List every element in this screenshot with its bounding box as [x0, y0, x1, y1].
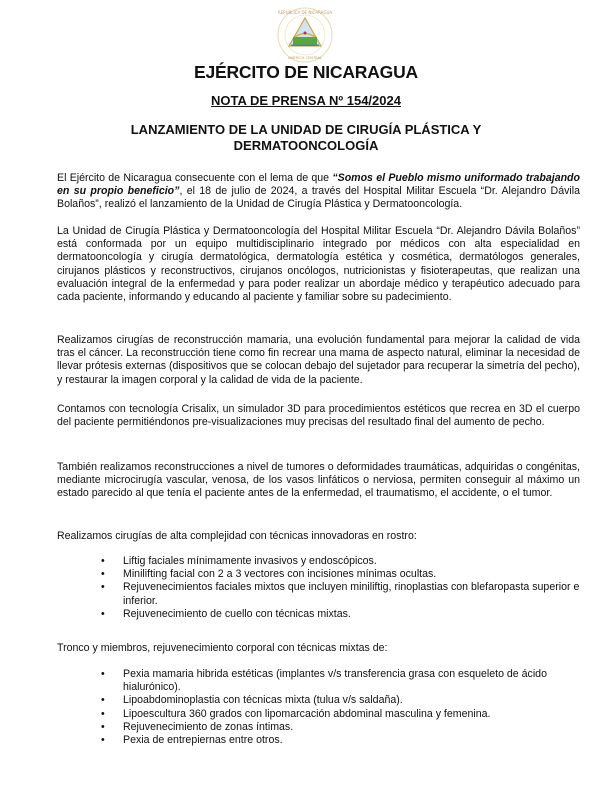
- paragraph-reconstructions: También realizamos reconstrucciones a nivel de tumores o deformidades traumáticas, adquiridas o congénitas, mediante microcirugía vascular, venosa, de los vasos linfáticos o nerviosa, permiten conseguir al máximo un estado parecido al que tenía el paciente antes de la enfermedad, el traumatismo, el accidente, o el tumor.: [57, 461, 580, 500]
- emblem-icon: [271, 6, 339, 64]
- list-item: • Rejuvenecimiento de zonas íntimas.: [123, 721, 603, 734]
- paragraph-intro: [57, 172, 580, 212]
- list-item: • Liftig faciales mínimamente invasivos y endoscópicos.: [123, 555, 603, 568]
- intro-text-start: El Ejército de Nicaragua consecuente con el lema de que: [57, 172, 333, 184]
- paragraph-face-intro: Realizamos cirugías de alta complejidad con técnicas innovadoras en rostro:: [57, 530, 417, 542]
- svg-text:AMERICA CENTRAL: AMERICA CENTRAL: [288, 56, 322, 60]
- list-item: • Lipoescultura 360 grados con lipomarcación abdominal masculina y femenina.: [123, 708, 603, 721]
- list-item: • Rejuvenecimiento de cuello con técnicas mixtas.: [123, 608, 603, 621]
- organization-title: EJÉRCITO DE NICARAGUA: [194, 62, 418, 82]
- motto: “Somos el Pueblo mismo uniformado trabajando en su propio beneficio”: [57, 172, 580, 198]
- list-item: • Minilifting facial con 2 a 3 vectores con incisiones mínimas ocultas.: [123, 568, 603, 581]
- list-item: • Rejuvenecimientos faciales mixtos que incluyen miniliftig, rinoplastias con blefaropasta superior e inferior.: [123, 581, 603, 607]
- face-procedures-list: [100, 555, 603, 621]
- paragraph-body-intro: Tronco y miembros, rejuvenecimiento corporal con técnicas mixtas de:: [57, 642, 388, 654]
- intro-text-end: , el 18 de julio de 2024, a través del Hospital Militar Escuela “Dr. Alejandro Dávila Bolaños”, realizó el lanzamiento de la Unidad de Cirugía Plástica y Dermatooncología.: [57, 185, 580, 211]
- svg-text:REPUBLICA DE NICARAGUA: REPUBLICA DE NICARAGUA: [277, 10, 333, 15]
- paragraph-breast-reconstruction: Realizamos cirugías de reconstrucción mamaria, una evolución fundamental para mejorar la calidad de vida tras el cáncer. La reconstrucción tiene como fin recrear una mama de aspecto natural, eliminar la necesidad de llevar prótesis externas (dispositivos que se colocan debajo del sujetador para recuperar la simetría del pecho), y restaurar la imagen corporal y la calidad de vida de la paciente.: [57, 334, 580, 386]
- body-procedures-list: [100, 668, 603, 747]
- paragraph-crisalix: Contamos con tecnología Crisalix, un simulador 3D para procedimientos estéticos que recrea en 3D el cuerpo del paciente permitiéndonos pre-visualizaciones muy precisas del resultado final del aumento de pecho.: [57, 403, 580, 429]
- headline: LANZAMIENTO DE LA UNIDAD DE CIRUGÍA PLÁSTICA Y DERMATOONCOLOGÍA: [130, 122, 482, 153]
- paragraph-unit-description: La Unidad de Cirugía Plástica y Dermatooncología del Hospital Militar Escuela “Dr. Alejandro Dávila Bolaños” está conformada por un equipo multidisciplinario integrado por médicos con alta especialidad en dermatooncología y cirugía dermatológica, dermatología estética y cosmética, dermatólogos generales, cirujanos plásticos y reconstructivos, cirujanos oncólogos, nutricionistas y fisioterapeutas, que realizan una evaluación integral de la enfermedad y para poder realizar un abordaje médico y terapéutico adecuado para cada paciente, informando y educando al paciente y familiar sobre su padecimiento.: [57, 225, 580, 304]
- list-item: • Lipoabdominoplastia con técnicas mixta (tulua v/s saldaña).: [123, 694, 603, 707]
- coat-of-arms-logo: [271, 6, 339, 64]
- list-item: • Pexia mamaria hibrida estéticas (implantes v/s transferencia grasa con esqueleto de ácido hialurónico).: [123, 668, 603, 694]
- press-note-number: NOTA DE PRENSA Nº 154/2024: [211, 93, 401, 108]
- list-item: • Pexia de entrepiernas entre otros.: [123, 734, 603, 747]
